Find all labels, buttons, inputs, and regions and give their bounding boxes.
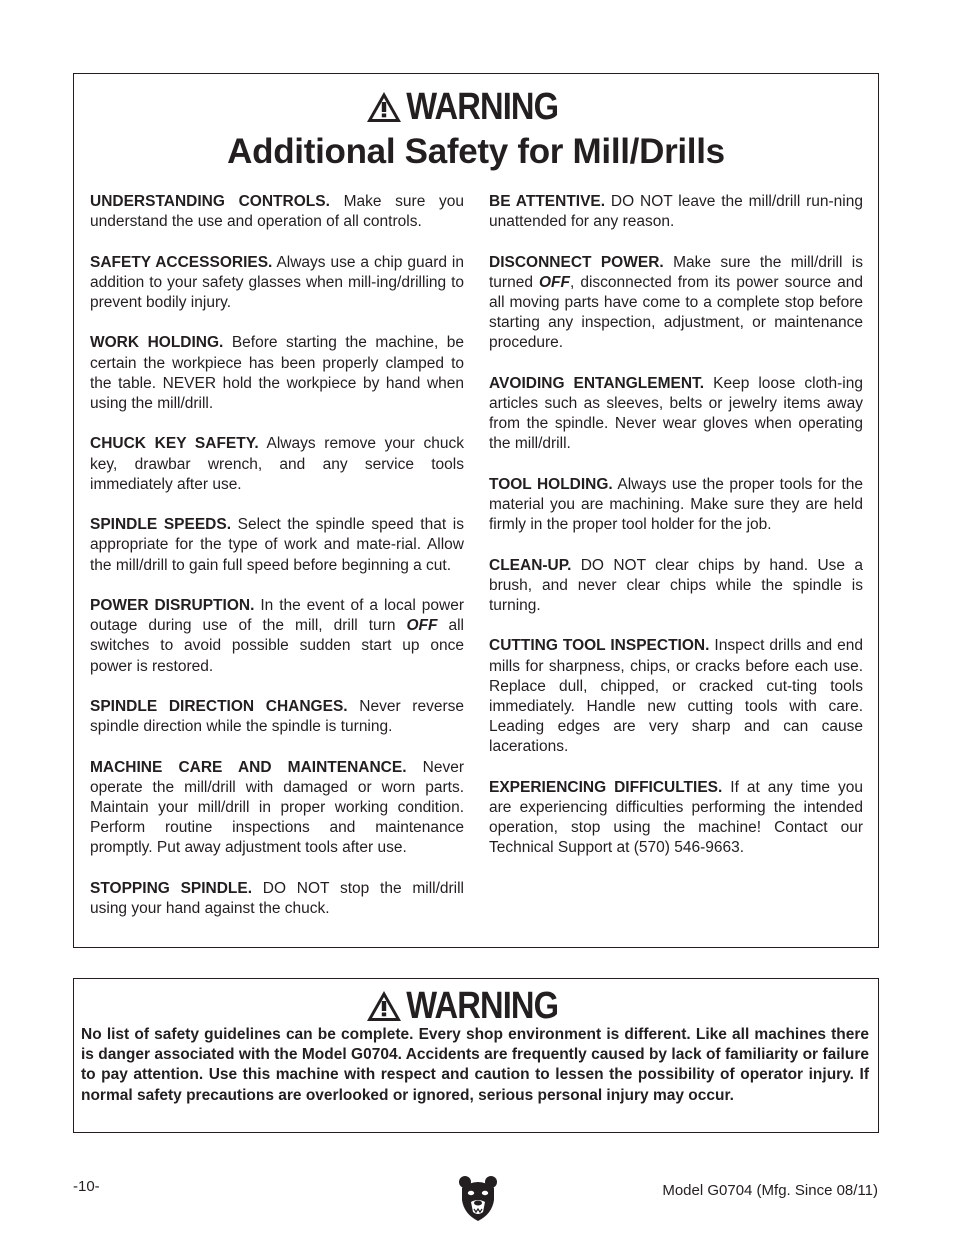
safety-item: MACHINE CARE AND MAINTENANCE. Never operate the mill/drill with damaged or worn parts. Maintain your mill/drill in proper working condition. Perform routine inspections and maintenance promptly. Put away adjustment tools after use. (90, 758, 464, 857)
safety-item: UNDERSTANDING CONTROLS. Make sure you understand the use and operation of all controls. (90, 193, 464, 231)
warning-triangle-icon (366, 91, 402, 123)
warning-label: WARNING (406, 985, 559, 1027)
warning-message: No list of safety guidelines can be complete. Every shop environment is different. Like all machines there is danger associated with the Model G0704. Accidents are frequently caused by lack of familiarity or failure to pay attention. Use this machine with respect and caution to lessen the possibility of operator injury. If normal safety precautions are overlooked or ignored, serious personal injury may occur. (81, 1026, 869, 1104)
safety-item: AVOIDING ENTANGLEMENT. Keep loose cloth-ing articles such as sleeves, belts or jewelry items away from the spindle. Never wear gloves when operating the mill/drill. (489, 374, 863, 453)
safety-item: TOOL HOLDING. Always use the proper tools for the material you are machining. Make sure they are held firmly in the proper tool holder for the job. (489, 475, 863, 534)
safety-item: POWER DISRUPTION. In the event of a local power outage during use of the mill, drill turn OFF all switches to avoid possible sudden start up once power is restored. (90, 596, 464, 675)
safety-item: SPINDLE DIRECTION CHANGES. Never reverse spindle direction while the spindle is turning. (90, 697, 464, 736)
section-title: Additional Safety for Mill/Drills (227, 132, 725, 171)
safety-item: SAFETY ACCESSORIES. Always use a chip guard in addition to your safety glasses when mill-ing/drilling to prevent bodily injury. (90, 253, 464, 311)
left-column (90, 192, 464, 939)
safety-item: CUTTING TOOL INSPECTION. Inspect drills and end mills for sharpness, chips, or cracks before each use. Replace dull, chipped, or cracked cut-ting tools immediately. Handle new cutting tools with care. Leading edges are very sharp and can cause lacerations. (489, 637, 863, 756)
warning-header (74, 987, 878, 1025)
safety-item: CLEAN-UP. DO NOT clear chips by hand. Use a brush, and never clear chips while the spindle is turning. (489, 556, 863, 614)
safety-item: EXPERIENCING DIFFICULTIES. If at any time you are experiencing difficulties performing the intended operation, stop using the machine! Contact our Technical Support at (570) 546-9663. (489, 778, 863, 857)
safety-item: DISCONNECT POWER. Make sure the mill/drill is turned OFF, disconnected from its power source and all moving parts have come to a complete stop before starting any inspection, adjustment, or maintenance procedure. (489, 253, 863, 352)
safety-item: BE ATTENTIVE. DO NOT leave the mill/drill run-ning unattended for any reason. (489, 193, 863, 231)
safety-item: WORK HOLDING. Before starting the machine, be certain the workpiece has been properly clamped to the table. NEVER hold the workpiece by hand when using the mill/drill. (90, 334, 464, 412)
safety-item: STOPPING SPINDLE. DO NOT stop the mill/drill using your hand against the chuck. (90, 879, 465, 917)
right-column (489, 192, 863, 879)
warning-box-general (73, 978, 879, 1133)
model-info: Model G0704 (Mfg. Since 08/11) (662, 1182, 878, 1199)
safety-item: CHUCK KEY SAFETY. Always remove your chuck key, drawbar wrench, and any service tools immediately after use. (90, 435, 464, 493)
page-number: -10- (73, 1178, 100, 1195)
warning-box-additional-safety (73, 73, 879, 948)
bear-head-icon (458, 1174, 498, 1222)
safety-item: SPINDLE SPEEDS. Select the spindle speed that is appropriate for the type of work and mate-rial. Allow the mill/drill to gain full speed before beginning a cut. (90, 516, 464, 574)
warning-triangle-icon (366, 990, 402, 1022)
warning-header (74, 88, 878, 126)
warning-label: WARNING (406, 86, 559, 128)
